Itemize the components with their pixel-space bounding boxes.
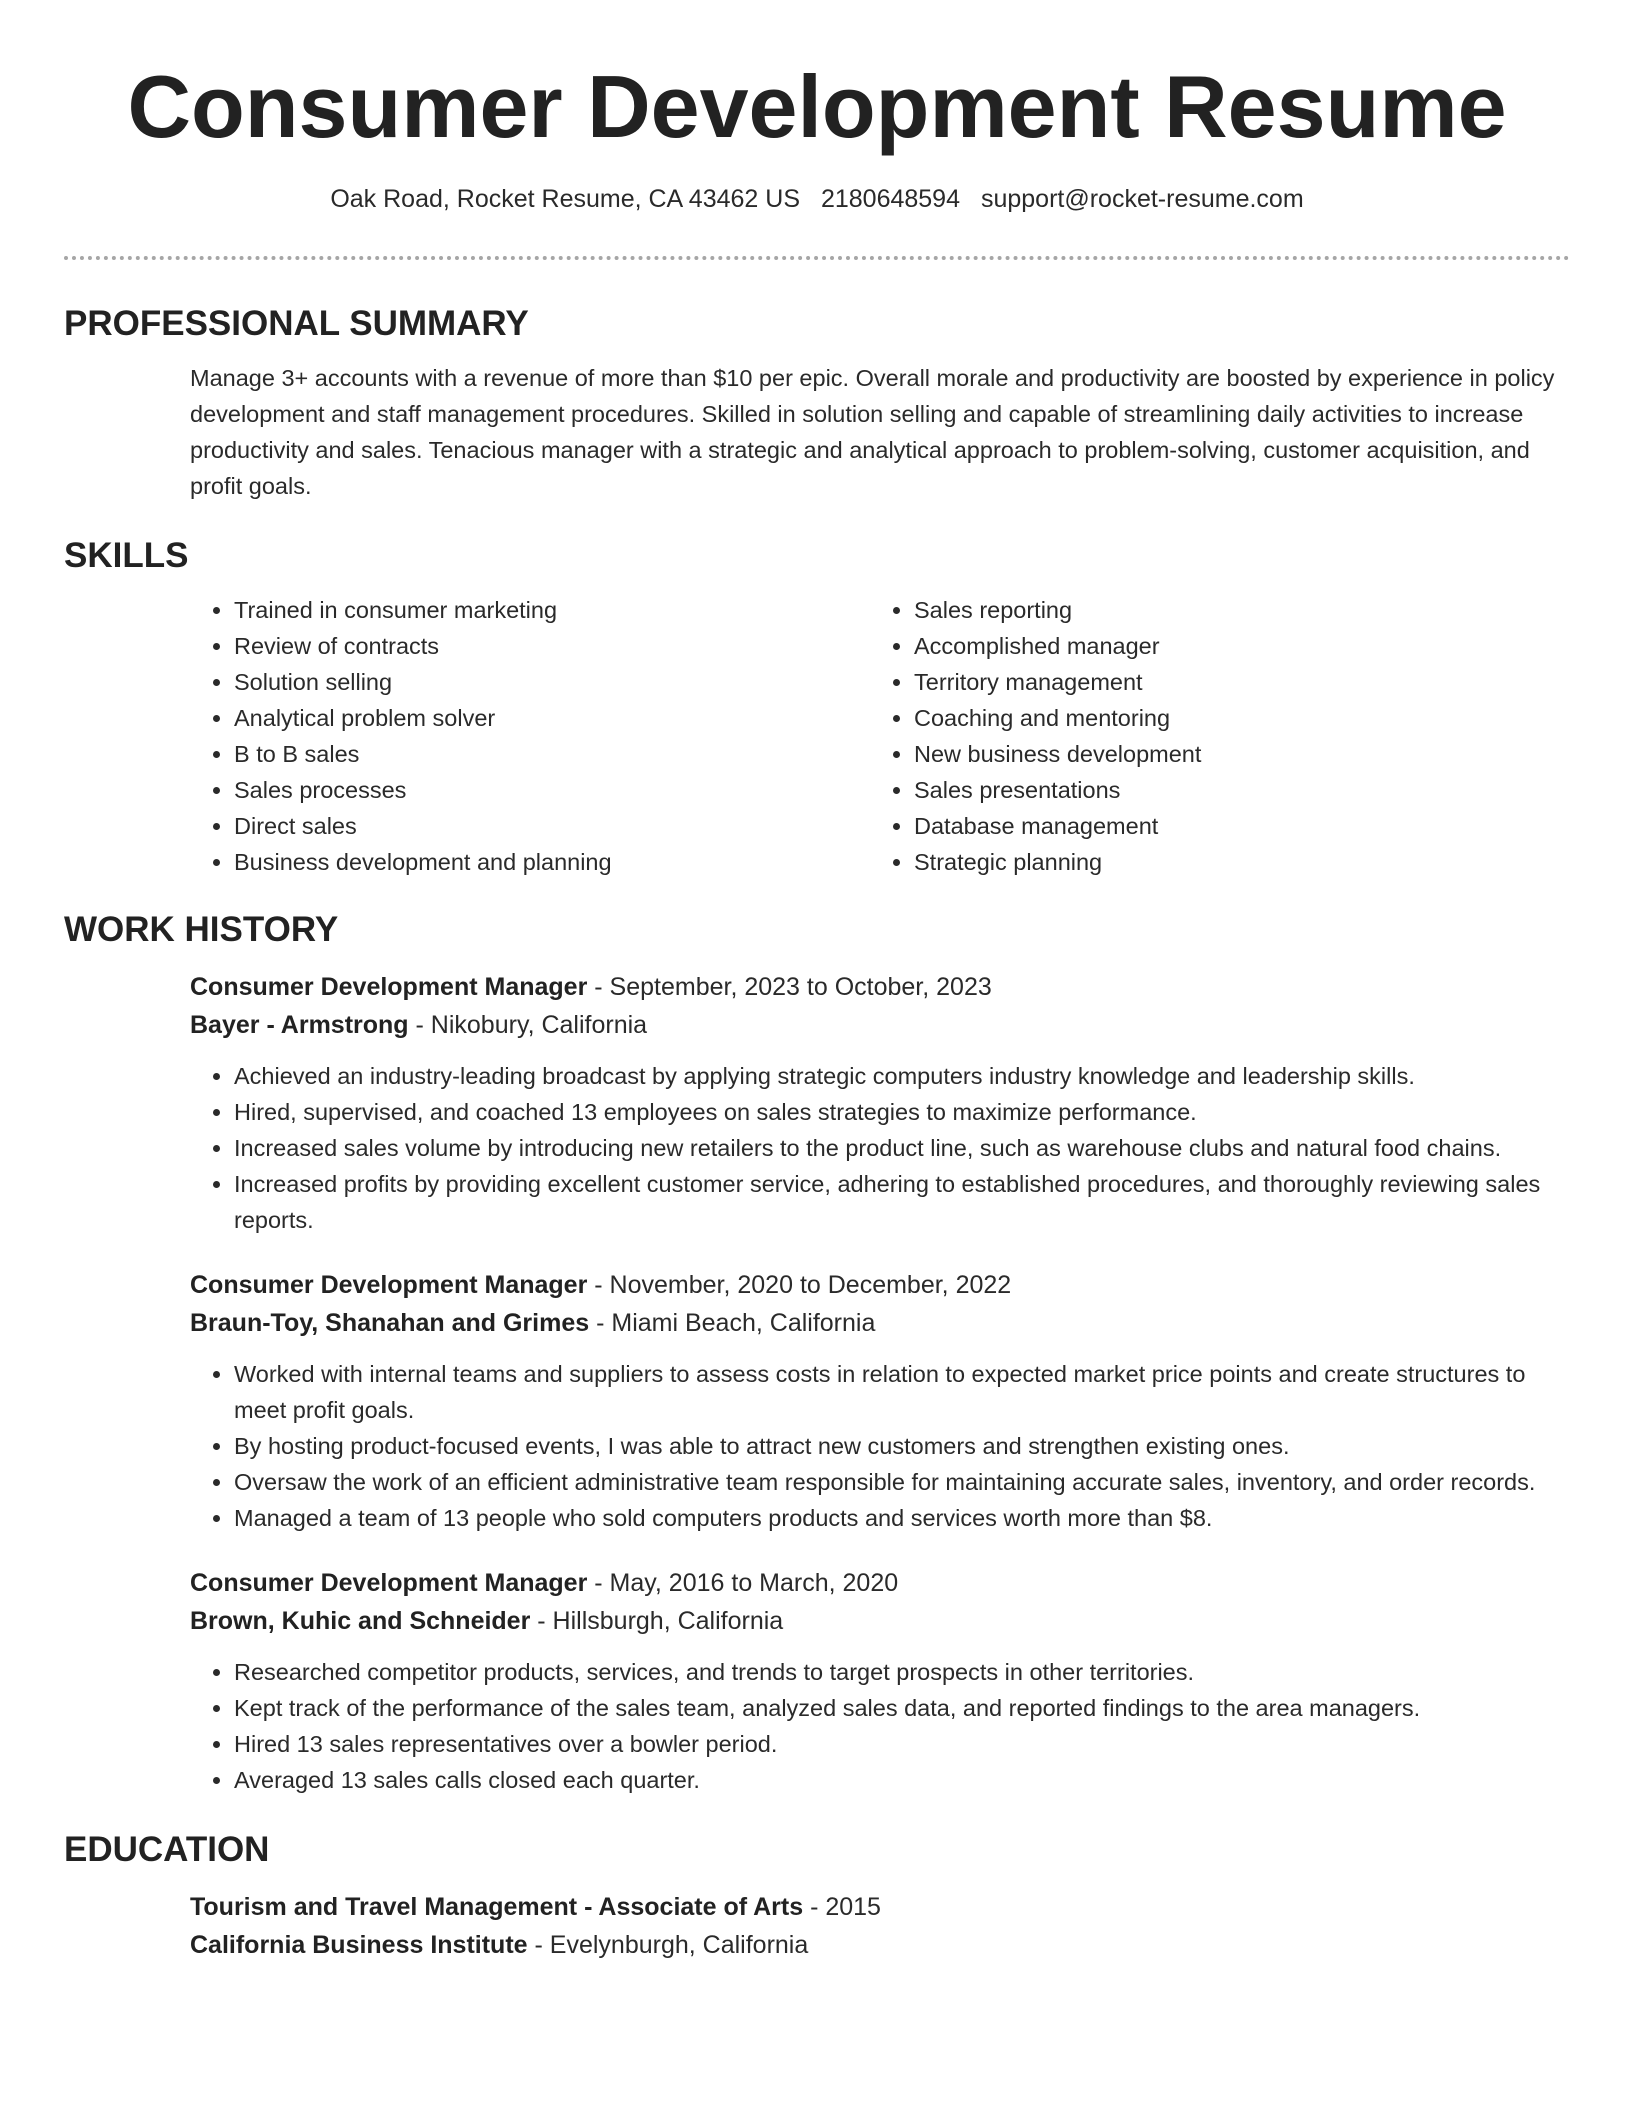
skill-item: • New business development	[914, 736, 1514, 772]
contact-email: support@rocket-resume.com	[980, 185, 1304, 213]
job-company-line	[190, 1006, 1570, 1044]
education-school: California Business Institute	[190, 1931, 528, 1959]
job-dates: - May, 2016 to March, 2020	[587, 1569, 899, 1597]
job-bullet: • Increased profits by providing excellent customer service, adhering to established procedures, and thoroughly reviewing sales reports.	[234, 1166, 1570, 1238]
resume-page	[64, 0, 1570, 1964]
contact-address: Oak Road, Rocket Resume, CA 43462 US	[330, 185, 800, 213]
job-role: Consumer Development Manager	[190, 1271, 588, 1299]
job-bullet: • Increased sales volume by introducing new retailers to the product line, such as warehouse clubs and natural food chains.	[234, 1130, 1570, 1166]
education-year: - 2015	[803, 1893, 881, 1921]
job-dates: - November, 2020 to December, 2022	[587, 1271, 1012, 1299]
section-title-summary: PROFESSIONAL SUMMARY	[64, 304, 529, 343]
job-role-line	[190, 1564, 1570, 1602]
job-bullet: • Oversaw the work of an efficient administrative team responsible for maintaining accurate sales, inventory, and order records.	[234, 1464, 1570, 1500]
skill-item: • Territory management	[914, 664, 1514, 700]
skill-item: • Sales reporting	[914, 592, 1514, 628]
job-location: - Nikobury, California	[408, 1011, 648, 1039]
summary-text: Manage 3+ accounts with a revenue of more than $10 per epic. Overall morale and productivity are boosted by experience in policy development and staff management procedures. Skilled in solution selling and capable of streamlining daily activities to increase productivity and sales. Tenacious manager with a strategic and analytical approach to problem-solving, customer acquisition, and profit goals.	[190, 365, 1555, 499]
job-role-line	[190, 968, 1570, 1006]
education-school-line	[190, 1926, 1570, 1964]
skills-column-left	[190, 592, 870, 880]
skill-item: • Sales processes	[234, 772, 870, 808]
job-bullet: • Hired 13 sales representatives over a bowler period.	[234, 1726, 1570, 1762]
job-dates: - September, 2023 to October, 2023	[587, 973, 992, 1001]
job-bullets	[190, 1356, 1570, 1536]
job-bullets	[190, 1654, 1570, 1798]
education-degree: Tourism and Travel Management - Associate of Arts	[190, 1893, 804, 1921]
contact-phone: 2180648594	[820, 185, 960, 213]
job-bullet: • Averaged 13 sales calls closed each quarter.	[234, 1762, 1570, 1798]
skill-item: • Coaching and mentoring	[914, 700, 1514, 736]
skill-item: • Strategic planning	[914, 844, 1514, 880]
skill-item: • Review of contracts	[234, 628, 870, 664]
job-entry	[190, 968, 1570, 1238]
section-title-skills: SKILLS	[64, 536, 189, 575]
job-bullet: • Managed a team of 13 people who sold computers products and services worth more than $8.	[234, 1500, 1570, 1536]
header-divider	[64, 256, 1570, 260]
skill-item: • Solution selling	[234, 664, 870, 700]
job-bullet: • Hired, supervised, and coached 13 employees on sales strategies to maximize performance.	[234, 1094, 1570, 1130]
skills-column-right	[870, 592, 1514, 880]
job-company: Bayer - Armstrong	[190, 1011, 409, 1039]
job-location: - Hillsburgh, California	[530, 1607, 784, 1635]
job-company: Braun-Toy, Shanahan and Grimes	[190, 1309, 590, 1337]
skill-item: • Database management	[914, 808, 1514, 844]
job-bullet: • Achieved an industry-leading broadcast by applying strategic computers industry knowledge and leadership skills.	[234, 1058, 1570, 1094]
job-company-line	[190, 1602, 1570, 1640]
skill-item: • Analytical problem solver	[234, 700, 870, 736]
skill-item: • Sales presentations	[914, 772, 1514, 808]
skill-item: • Business development and planning	[234, 844, 870, 880]
job-bullet: • Kept track of the performance of the sales team, analyzed sales data, and reported findings to the area managers.	[234, 1690, 1570, 1726]
job-location: - Miami Beach, California	[589, 1309, 876, 1337]
section-title-education: EDUCATION	[64, 1830, 270, 1869]
resume-title: Consumer Development Resume	[127, 57, 1507, 156]
skill-item: • Trained in consumer marketing	[234, 592, 870, 628]
section-title-work-history: WORK HISTORY	[64, 910, 339, 949]
job-role-line	[190, 1266, 1570, 1304]
contact-info	[64, 182, 1570, 216]
skill-item: • B to B sales	[234, 736, 870, 772]
job-role: Consumer Development Manager	[190, 1569, 588, 1597]
job-role: Consumer Development Manager	[190, 973, 588, 1001]
job-bullet: • Worked with internal teams and suppliers to assess costs in relation to expected market price points and create structures to meet profit goals.	[234, 1356, 1570, 1428]
job-entry	[190, 1564, 1570, 1798]
job-entry	[190, 1266, 1570, 1536]
skills-list	[190, 592, 1570, 880]
job-bullet: • Researched competitor products, services, and trends to target prospects in other territories.	[234, 1654, 1570, 1690]
education-location: - Evelynburgh, California	[527, 1931, 809, 1959]
job-company-line	[190, 1304, 1570, 1342]
skill-item: • Accomplished manager	[914, 628, 1514, 664]
job-company: Brown, Kuhic and Schneider	[190, 1607, 531, 1635]
education-degree-line	[190, 1888, 1570, 1926]
education-entry	[190, 1888, 1570, 1964]
job-bullets	[190, 1058, 1570, 1238]
skill-item: • Direct sales	[234, 808, 870, 844]
job-bullet: • By hosting product-focused events, I was able to attract new customers and strengthen existing ones.	[234, 1428, 1570, 1464]
